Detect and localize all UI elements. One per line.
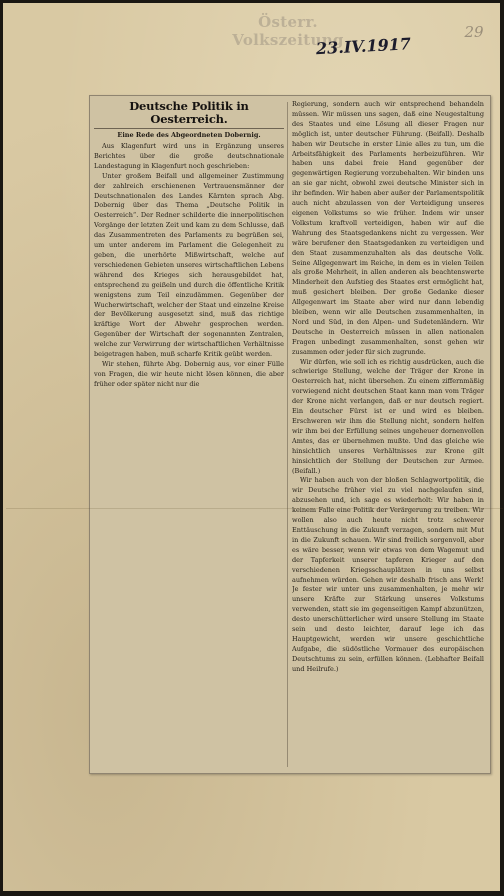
- article-title: Deutsche Politik in Oesterreich.: [94, 100, 284, 129]
- article-paragraph: Unter großem Beifall und allgemeiner Zustimmung der zahlreich erschienenen Vertrauensmänner der Deutschnationalen des Landes Kärnten sprach Abg. Dobernig über das Thema „Deutsche Politik in Oesterreich“. Der Redner schilderte die innerpolitischen Vorgänge der letzten Zeit und kam zu dem Schlusse, daß das Zusammentreten des Parlaments zu begrüßen sei, um unter anderem im Parlament die Gelegenheit zu geben, die unerhörte Mißwirtschaft, welche auf verschiedenen Gebieten unseres wirtschaftlichen Lebens während des Krieges sich herausgebildet hat, entsprechend zu geißeln und durch die öffentliche Kritik wenigstens zum Teil einzudämmen. Gegenüber der Wucherwirtschaft, welcher der Staat und einzelne Kreise der Bevölkerung ausgesetzt sind, muß das richtige kräftige Wort der Abwehr gesprochen werden. Gegenüber der Wirtschaft der sogenannten Zentralen, welche zur Verwirrung der wirtschaftlichen Verhältnisse beigetragen haben, muß scharfe Kritik geübt werden.: [94, 171, 284, 359]
- column-divider: [287, 102, 288, 767]
- article-paragraph: Aus Klagenfurt wird uns in Ergänzung unseres Berichtes über die große deutschnationale Landestagung in Klagenfurt noch geschrieben:: [94, 142, 284, 170]
- article-paragraph: Wir stehen, führte Abg. Dobernig aus, vor einer Fülle von Fragen, die wir heute nicht lösen können, die aber früher oder später nicht nur die: [94, 359, 284, 388]
- article-paragraph: Regierung, sondern auch wir entsprechend behandeln müssen. Wir müssen uns sagen, daß eine Neugestaltung des Staates und eine Lösung all dieser Fragen nur möglich ist, unter deutscher Führung. (Beifall). Deshalb haben wir Deutsche in erster Linie alles zu tun, um die Arbeitsfähigkeit des Parlaments herbeizuführen. Wir haben uns dabei freie Hand gegenüber der gegenwärtigen Regierung vorzubehalten. Wir binden uns an sie gar nicht, obwohl zwei deutsche Minister sich in ihr befinden. Wir haben aber außer der Parlamentspolitik auch nicht abzulassen von der Verteidigung unseres eigenen Volkstums so wie früher. Indem wir unser Volkstum kraftvoll verteidigen, haben wir auf die Wahrung des Staatsgedankens nicht zu vergessen. Wer wäre berufener den Staatsgedanken zu verteidigen und den Staat zusammenzuhalten als das deutsche Volk. Seine Allgegenwart im Reiche, in dem es in vielen Teilen als große Mehrheit, in allen anderen als beachtenswerte Minderheit den Aufstieg des Staates erst ermöglicht hat, muß gesichert bleiben. Der große Gedanke dieser Allgegenwart im Staate aber wird nur dann lebendig bleiben, wenn wir alle Deutschen zusammenhalten, in Nord und Süd, in den Alpen- und Sudetenländern. Wir Deutsche in Oesterreich müssen in allen nationalen Fragen unbedingt zusammenhalten, sonst gehen wir zusammen oder jeder für sich zugrunde.: [292, 100, 484, 356]
- paper-fold-line: [6, 508, 503, 509]
- article-subtitle: Eine Rede des Abgeordneten Dobernig.: [117, 131, 261, 139]
- handwritten-date: 23.IV.1917: [315, 34, 412, 59]
- article-paragraph: Wir dürfen, wie soll ich es richtig ausdrücken, auch die schwierige Stellung, welche der Träger der Krone in Oesterreich hat, nicht übersehen. Zu einem ziffernmäßig vorwiegend nicht deutschen Staat kann man vom Träger der Krone nicht verlangen, daß er nur deutsch regiert. Ein deutscher Fürst ist er und wird es bleiben. Erschweren wir ihm die Stellung nicht, sondern helfen wir ihm bei der Erfüllung seines ungeheuer dornenvollen Amtes, das er übernehmen mußte. Und das gleiche wie hinsichtlich unseres Verhältnisses zur Krone gilt hinsichtlich der Stellung der Deutschen zur Armee. (Beifall.): [292, 357, 484, 475]
- newspaper-name-stamp: Österr. Volkszeitung: [232, 13, 344, 49]
- article-right-column: [292, 100, 484, 767]
- article-paragraph: Wir haben auch von der bloßen Schlagwortpolitik, die wir Deutsche früher viel zu viel nachgelaufen sind, abzusehen und, ich sage es wiederholt: Wir haben in keinem Falle eine Politik der Verärgerung zu treiben. Wir wollen also auch heute nicht trotz schwerer Enttäuschung in die Zukunft verzagen, sondern mit Mut in die Zukunft schauen. Wir sind freilich sorgenvoll, aber es wäre besser, wenn wir etwas von dem Wagemut und der Tapferkeit unserer tapferen Krieger auf den verschiedenen Kriegsschauplätzen in uns selbst aufnehmen würden. Gehen wir deshalb frisch ans Werk! Je fester wir unter uns zusammenhalten, je mehr wir unsere Kräfte zur Stärkung unseres Volkstums verwenden, statt sie im gegenseitigen Kampf abzunützen, desto unerschütterlicher wird unsere Stellung im Staate sein und desto leichter, darauf lege ich das Hauptgewicht, werden wir unsere geschichtliche Aufgabe, die südöstliche Vormauer des europäischen Deutschtums zu sein, erfüllen können. (Lebhafter Beifall und Heilrufe.): [292, 476, 484, 673]
- newspaper-clipping: [89, 95, 491, 774]
- article-left-column: [94, 100, 284, 767]
- archive-sheet: [3, 3, 500, 891]
- page-number: 29: [464, 23, 484, 41]
